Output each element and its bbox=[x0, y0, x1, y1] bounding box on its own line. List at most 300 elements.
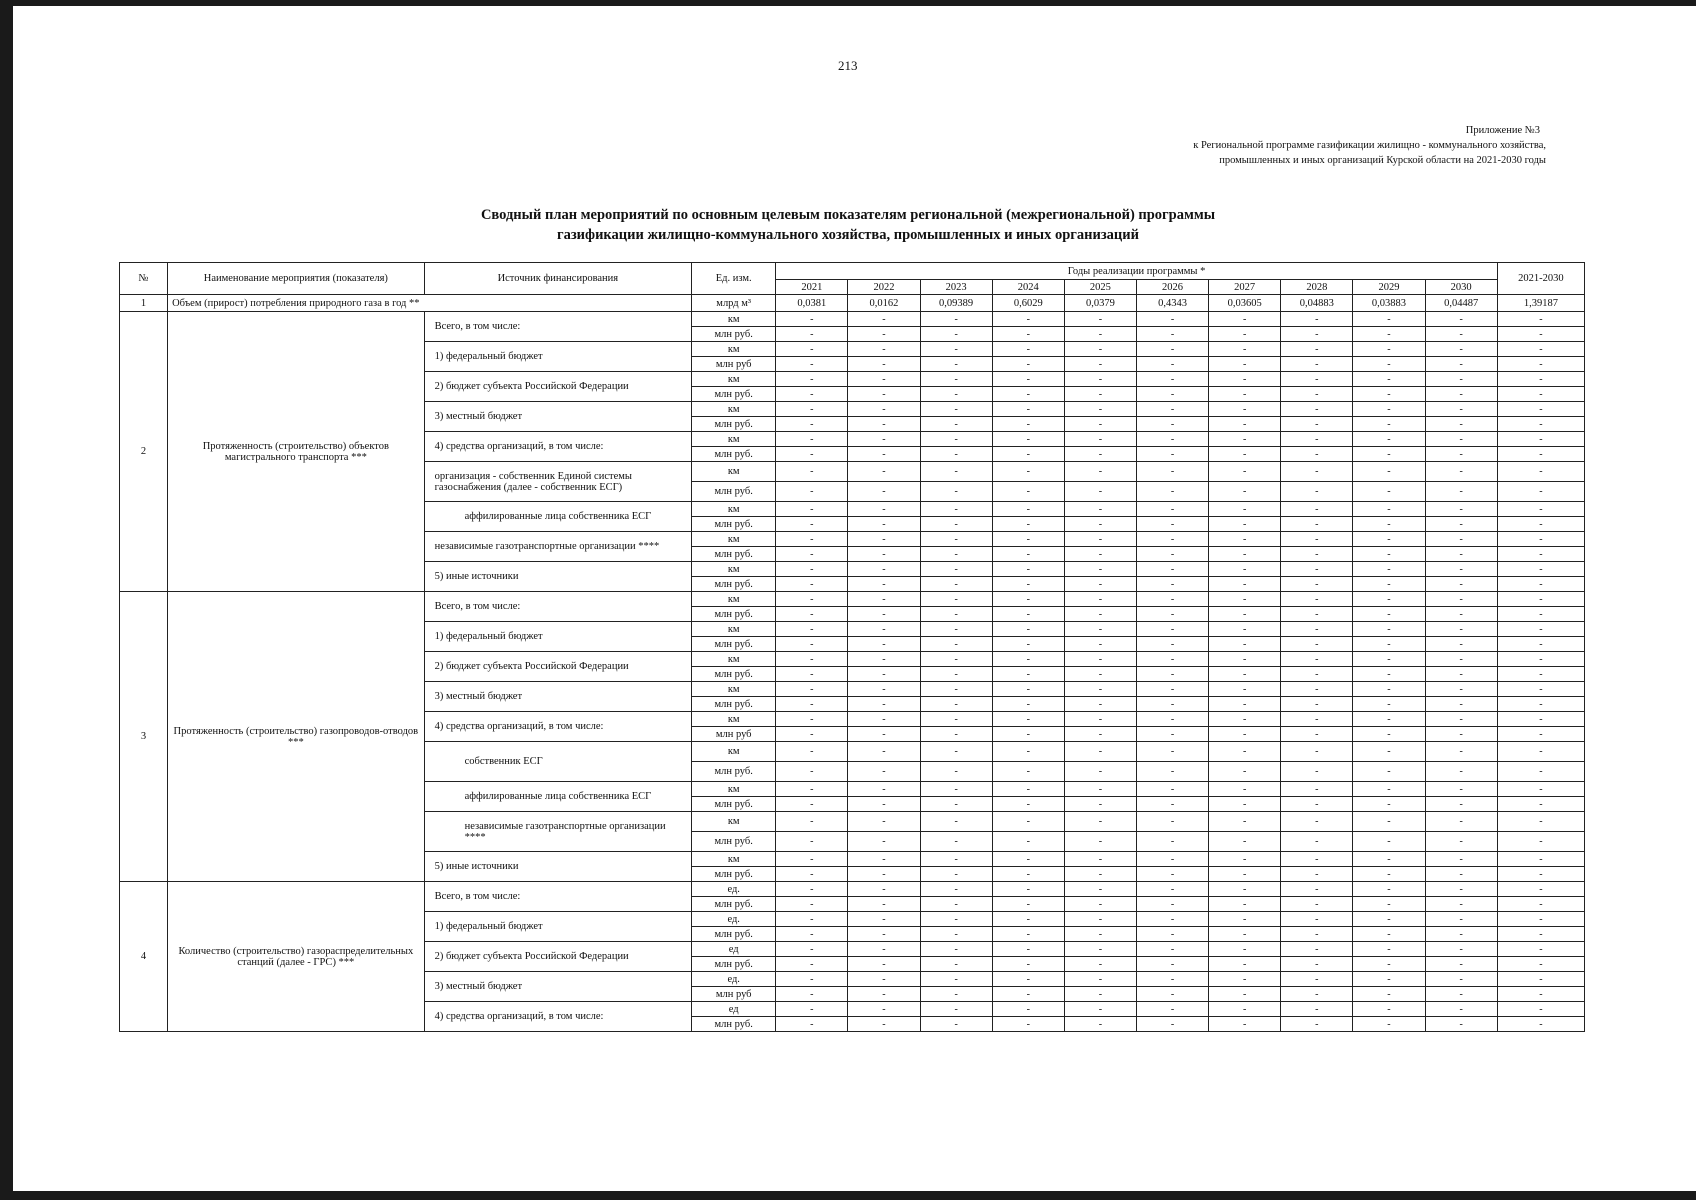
year-value: - bbox=[848, 652, 920, 667]
year-value: - bbox=[1425, 957, 1497, 972]
year-value: - bbox=[776, 957, 848, 972]
year-value: - bbox=[1353, 517, 1425, 532]
total-value: - bbox=[1497, 782, 1584, 797]
year-value: - bbox=[1353, 547, 1425, 562]
funding-source: 3) местный бюджет bbox=[424, 682, 692, 712]
year-value: - bbox=[920, 927, 992, 942]
year-value: - bbox=[776, 742, 848, 762]
header-year: 2026 bbox=[1136, 280, 1208, 295]
year-value: - bbox=[1353, 682, 1425, 697]
header-year: 2027 bbox=[1209, 280, 1281, 295]
year-value: - bbox=[776, 532, 848, 547]
year-value: - bbox=[1064, 957, 1136, 972]
year-value: - bbox=[848, 682, 920, 697]
year-value: - bbox=[1064, 562, 1136, 577]
total-value: - bbox=[1497, 987, 1584, 1002]
year-value: - bbox=[1064, 637, 1136, 652]
year-value: - bbox=[1064, 447, 1136, 462]
year-value: - bbox=[1136, 972, 1208, 987]
year-value: - bbox=[848, 462, 920, 482]
year-value: - bbox=[1353, 372, 1425, 387]
year-value: - bbox=[1209, 697, 1281, 712]
year-value: - bbox=[1281, 637, 1353, 652]
year-value: - bbox=[992, 402, 1064, 417]
year-value: - bbox=[920, 667, 992, 682]
unit-cell: млн руб. bbox=[692, 327, 776, 342]
total-value: - bbox=[1497, 682, 1584, 697]
year-value: - bbox=[1136, 727, 1208, 742]
year-value: - bbox=[1209, 327, 1281, 342]
total-value: - bbox=[1497, 762, 1584, 782]
year-value: - bbox=[1425, 502, 1497, 517]
year-value: - bbox=[1209, 502, 1281, 517]
section-name: Количество (строительство) газораспределительных станций (далее - ГРС) *** bbox=[168, 882, 425, 1032]
year-value: - bbox=[1064, 1002, 1136, 1017]
unit-cell: млн руб. bbox=[692, 957, 776, 972]
funding-source: Всего, в том числе: bbox=[424, 882, 692, 912]
year-value: - bbox=[776, 942, 848, 957]
year-value: - bbox=[776, 482, 848, 502]
year-value: - bbox=[848, 447, 920, 462]
year-value: - bbox=[776, 797, 848, 812]
year-value: - bbox=[1281, 972, 1353, 987]
total-value: - bbox=[1497, 667, 1584, 682]
total-value: - bbox=[1497, 402, 1584, 417]
year-value: - bbox=[848, 547, 920, 562]
unit-cell: млн руб. bbox=[692, 927, 776, 942]
year-value: - bbox=[992, 957, 1064, 972]
funding-source: 2) бюджет субъекта Российской Федерации bbox=[424, 372, 692, 402]
unit-cell: млн руб. bbox=[692, 417, 776, 432]
row1-value: 0,4343 bbox=[1136, 295, 1208, 312]
year-value: - bbox=[776, 812, 848, 832]
year-value: - bbox=[920, 852, 992, 867]
year-value: - bbox=[1209, 742, 1281, 762]
funding-source: Всего, в том числе: bbox=[424, 312, 692, 342]
year-value: - bbox=[1209, 867, 1281, 882]
year-value: - bbox=[1064, 852, 1136, 867]
year-value: - bbox=[848, 312, 920, 327]
year-value: - bbox=[1136, 897, 1208, 912]
year-value: - bbox=[1064, 312, 1136, 327]
year-value: - bbox=[848, 912, 920, 927]
year-value: - bbox=[1209, 312, 1281, 327]
year-value: - bbox=[1353, 357, 1425, 372]
year-value: - bbox=[1281, 782, 1353, 797]
year-value: - bbox=[1064, 502, 1136, 517]
year-value: - bbox=[1353, 667, 1425, 682]
year-value: - bbox=[992, 342, 1064, 357]
header-year: 2024 bbox=[992, 280, 1064, 295]
year-value: - bbox=[1209, 762, 1281, 782]
year-value: - bbox=[1281, 727, 1353, 742]
row1-name: Объем (прирост) потребления природного газа в год ** bbox=[168, 295, 692, 312]
year-value: - bbox=[848, 327, 920, 342]
year-value: - bbox=[1209, 927, 1281, 942]
year-value: - bbox=[920, 547, 992, 562]
year-value: - bbox=[1136, 867, 1208, 882]
year-value: - bbox=[776, 562, 848, 577]
year-value: - bbox=[1209, 852, 1281, 867]
funding-source: аффилированные лица собственника ЕСГ bbox=[424, 502, 692, 532]
year-value: - bbox=[1209, 1002, 1281, 1017]
appendix-line-3: промышленных и иных организаций Курской области на 2021-2030 годы bbox=[1219, 155, 1546, 166]
section-name: Протяженность (строительство) газопроводов-отводов *** bbox=[168, 592, 425, 882]
year-value: - bbox=[776, 782, 848, 797]
total-value: - bbox=[1497, 942, 1584, 957]
year-value: - bbox=[776, 682, 848, 697]
year-value: - bbox=[1064, 897, 1136, 912]
total-value: - bbox=[1497, 1017, 1584, 1032]
year-value: - bbox=[1136, 667, 1208, 682]
funding-source: Всего, в том числе: bbox=[424, 592, 692, 622]
year-value: - bbox=[776, 372, 848, 387]
year-value: - bbox=[1425, 912, 1497, 927]
year-value: - bbox=[848, 342, 920, 357]
unit-cell: км bbox=[692, 652, 776, 667]
funding-source: 3) местный бюджет bbox=[424, 972, 692, 1002]
year-value: - bbox=[1136, 957, 1208, 972]
year-value: - bbox=[992, 852, 1064, 867]
year-value: - bbox=[920, 762, 992, 782]
year-value: - bbox=[848, 712, 920, 727]
year-value: - bbox=[1353, 652, 1425, 667]
year-value: - bbox=[1353, 312, 1425, 327]
appendix-line-2: к Региональной программе газификации жилищно - коммунального хозяйства, bbox=[1193, 140, 1546, 151]
year-value: - bbox=[1064, 432, 1136, 447]
year-value: - bbox=[1425, 547, 1497, 562]
header-num: № bbox=[120, 263, 168, 295]
scan-border-left bbox=[0, 0, 13, 1200]
year-value: - bbox=[1064, 987, 1136, 1002]
unit-cell: км bbox=[692, 432, 776, 447]
year-value: - bbox=[992, 502, 1064, 517]
year-value: - bbox=[1136, 852, 1208, 867]
total-value: - bbox=[1497, 697, 1584, 712]
year-value: - bbox=[992, 882, 1064, 897]
year-value: - bbox=[776, 502, 848, 517]
year-value: - bbox=[1136, 697, 1208, 712]
row1-total: 1,39187 bbox=[1497, 295, 1584, 312]
year-value: - bbox=[1353, 562, 1425, 577]
unit-cell: км bbox=[692, 712, 776, 727]
year-value: - bbox=[920, 987, 992, 1002]
year-value: - bbox=[1209, 417, 1281, 432]
year-value: - bbox=[920, 1017, 992, 1032]
title-line-2: газификации жилищно-коммунального хозяйства, промышленных и иных организаций bbox=[557, 227, 1139, 243]
year-value: - bbox=[848, 852, 920, 867]
year-value: - bbox=[920, 882, 992, 897]
row1-unit: млрд м³ bbox=[692, 295, 776, 312]
year-value: - bbox=[1281, 652, 1353, 667]
year-value: - bbox=[992, 897, 1064, 912]
funding-source: 5) иные источники bbox=[424, 852, 692, 882]
unit-cell: млн руб. bbox=[692, 897, 776, 912]
summary-plan-table bbox=[119, 262, 1585, 1032]
year-value: - bbox=[1353, 592, 1425, 607]
year-value: - bbox=[992, 712, 1064, 727]
year-value: - bbox=[1281, 417, 1353, 432]
year-value: - bbox=[1425, 832, 1497, 852]
year-value: - bbox=[848, 1002, 920, 1017]
year-value: - bbox=[776, 712, 848, 727]
section-num: 4 bbox=[120, 882, 168, 1032]
year-value: - bbox=[1353, 972, 1425, 987]
year-value: - bbox=[920, 742, 992, 762]
year-value: - bbox=[1281, 942, 1353, 957]
year-value: - bbox=[1209, 387, 1281, 402]
year-value: - bbox=[992, 742, 1064, 762]
header-year: 2022 bbox=[848, 280, 920, 295]
year-value: - bbox=[848, 402, 920, 417]
year-value: - bbox=[992, 327, 1064, 342]
unit-cell: млн руб. bbox=[692, 517, 776, 532]
total-value: - bbox=[1497, 727, 1584, 742]
row1-value: 0,03605 bbox=[1209, 295, 1281, 312]
year-value: - bbox=[1353, 532, 1425, 547]
year-value: - bbox=[920, 312, 992, 327]
year-value: - bbox=[1353, 882, 1425, 897]
year-value: - bbox=[920, 897, 992, 912]
year-value: - bbox=[1353, 342, 1425, 357]
unit-cell: млн руб. bbox=[692, 762, 776, 782]
year-value: - bbox=[776, 357, 848, 372]
title-line-1: Сводный план мероприятий по основным целевым показателям региональной (межрегиональной) программы bbox=[480, 207, 1216, 223]
unit-cell: млн руб. bbox=[692, 607, 776, 622]
year-value: - bbox=[1136, 927, 1208, 942]
year-value: - bbox=[992, 697, 1064, 712]
year-value: - bbox=[920, 562, 992, 577]
year-value: - bbox=[1209, 402, 1281, 417]
year-value: - bbox=[1209, 342, 1281, 357]
year-value: - bbox=[776, 987, 848, 1002]
year-value: - bbox=[920, 432, 992, 447]
year-value: - bbox=[992, 577, 1064, 592]
funding-source: 4) средства организаций, в том числе: bbox=[424, 432, 692, 462]
total-value: - bbox=[1497, 852, 1584, 867]
year-value: - bbox=[920, 622, 992, 637]
row1-value: 0,04883 bbox=[1281, 295, 1353, 312]
year-value: - bbox=[1353, 607, 1425, 622]
header-total: 2021-2030 bbox=[1497, 263, 1584, 295]
year-value: - bbox=[776, 402, 848, 417]
year-value: - bbox=[1353, 1002, 1425, 1017]
year-value: - bbox=[848, 622, 920, 637]
year-value: - bbox=[1425, 482, 1497, 502]
year-value: - bbox=[992, 357, 1064, 372]
funding-source: 2) бюджет субъекта Российской Федерации bbox=[424, 652, 692, 682]
year-value: - bbox=[1209, 797, 1281, 812]
year-value: - bbox=[992, 652, 1064, 667]
year-value: - bbox=[1209, 832, 1281, 852]
year-value: - bbox=[1136, 402, 1208, 417]
year-value: - bbox=[920, 462, 992, 482]
year-value: - bbox=[1064, 797, 1136, 812]
year-value: - bbox=[1064, 682, 1136, 697]
table-row bbox=[120, 312, 1585, 327]
year-value: - bbox=[1209, 432, 1281, 447]
scan-border-top bbox=[0, 0, 1696, 6]
year-value: - bbox=[776, 547, 848, 562]
year-value: - bbox=[1353, 987, 1425, 1002]
year-value: - bbox=[1353, 782, 1425, 797]
total-value: - bbox=[1497, 357, 1584, 372]
total-value: - bbox=[1497, 372, 1584, 387]
funding-source: независимые газотранспортные организации **** bbox=[424, 812, 692, 852]
year-value: - bbox=[848, 562, 920, 577]
year-value: - bbox=[1425, 987, 1497, 1002]
year-value: - bbox=[1064, 742, 1136, 762]
row1-value: 0,09389 bbox=[920, 295, 992, 312]
year-value: - bbox=[1209, 372, 1281, 387]
year-value: - bbox=[1425, 607, 1497, 622]
funding-source: 4) средства организаций, в том числе: bbox=[424, 712, 692, 742]
year-value: - bbox=[1425, 972, 1497, 987]
year-value: - bbox=[848, 957, 920, 972]
year-value: - bbox=[848, 637, 920, 652]
year-value: - bbox=[1209, 682, 1281, 697]
year-value: - bbox=[1136, 562, 1208, 577]
year-value: - bbox=[1353, 637, 1425, 652]
year-value: - bbox=[1281, 402, 1353, 417]
year-value: - bbox=[1136, 357, 1208, 372]
document-title bbox=[300, 205, 1396, 245]
year-value: - bbox=[776, 312, 848, 327]
year-value: - bbox=[1209, 897, 1281, 912]
year-value: - bbox=[1281, 797, 1353, 812]
row1-num: 1 bbox=[120, 295, 168, 312]
year-value: - bbox=[920, 387, 992, 402]
total-value: - bbox=[1497, 897, 1584, 912]
header-source: Источник финансирования bbox=[424, 263, 692, 295]
year-value: - bbox=[1136, 812, 1208, 832]
year-value: - bbox=[920, 372, 992, 387]
year-value: - bbox=[1281, 547, 1353, 562]
year-value: - bbox=[920, 327, 992, 342]
year-value: - bbox=[1064, 357, 1136, 372]
appendix-header bbox=[1193, 123, 1546, 168]
year-value: - bbox=[992, 727, 1064, 742]
year-value: - bbox=[1425, 927, 1497, 942]
year-value: - bbox=[1425, 797, 1497, 812]
unit-cell: млн руб. bbox=[692, 447, 776, 462]
section-num: 3 bbox=[120, 592, 168, 882]
total-value: - bbox=[1497, 517, 1584, 532]
year-value: - bbox=[1209, 577, 1281, 592]
year-value: - bbox=[848, 762, 920, 782]
year-value: - bbox=[1064, 387, 1136, 402]
year-value: - bbox=[1353, 712, 1425, 727]
year-value: - bbox=[1064, 577, 1136, 592]
total-value: - bbox=[1497, 622, 1584, 637]
year-value: - bbox=[1136, 882, 1208, 897]
year-value: - bbox=[992, 447, 1064, 462]
year-value: - bbox=[1064, 782, 1136, 797]
year-value: - bbox=[992, 517, 1064, 532]
year-value: - bbox=[848, 942, 920, 957]
year-value: - bbox=[920, 447, 992, 462]
unit-cell: км bbox=[692, 592, 776, 607]
year-value: - bbox=[1209, 592, 1281, 607]
year-value: - bbox=[1064, 547, 1136, 562]
year-value: - bbox=[776, 1017, 848, 1032]
funding-source: 1) федеральный бюджет bbox=[424, 912, 692, 942]
year-value: - bbox=[848, 782, 920, 797]
year-value: - bbox=[1064, 912, 1136, 927]
year-value: - bbox=[1425, 327, 1497, 342]
year-value: - bbox=[1281, 372, 1353, 387]
unit-cell: км bbox=[692, 312, 776, 327]
year-value: - bbox=[1281, 867, 1353, 882]
header-year: 2025 bbox=[1064, 280, 1136, 295]
year-value: - bbox=[1281, 502, 1353, 517]
year-value: - bbox=[1425, 812, 1497, 832]
year-value: - bbox=[776, 852, 848, 867]
year-value: - bbox=[776, 462, 848, 482]
unit-cell: км bbox=[692, 782, 776, 797]
year-value: - bbox=[1209, 912, 1281, 927]
unit-cell: млн руб. bbox=[692, 547, 776, 562]
unit-cell: км bbox=[692, 342, 776, 357]
total-value: - bbox=[1497, 532, 1584, 547]
year-value: - bbox=[1425, 727, 1497, 742]
year-value: - bbox=[992, 1017, 1064, 1032]
year-value: - bbox=[1064, 607, 1136, 622]
year-value: - bbox=[1425, 742, 1497, 762]
year-value: - bbox=[1353, 482, 1425, 502]
year-value: - bbox=[848, 897, 920, 912]
year-value: - bbox=[1281, 682, 1353, 697]
year-value: - bbox=[920, 637, 992, 652]
total-value: - bbox=[1497, 867, 1584, 882]
total-value: - bbox=[1497, 447, 1584, 462]
year-value: - bbox=[920, 957, 992, 972]
year-value: - bbox=[1281, 357, 1353, 372]
year-value: - bbox=[920, 607, 992, 622]
year-value: - bbox=[1281, 592, 1353, 607]
unit-cell: км bbox=[692, 812, 776, 832]
year-value: - bbox=[1064, 1017, 1136, 1032]
year-value: - bbox=[992, 812, 1064, 832]
year-value: - bbox=[992, 462, 1064, 482]
year-value: - bbox=[1281, 912, 1353, 927]
year-value: - bbox=[848, 972, 920, 987]
year-value: - bbox=[1353, 622, 1425, 637]
year-value: - bbox=[1064, 762, 1136, 782]
year-value: - bbox=[1281, 517, 1353, 532]
year-value: - bbox=[1425, 447, 1497, 462]
year-value: - bbox=[992, 622, 1064, 637]
year-value: - bbox=[920, 342, 992, 357]
year-value: - bbox=[1281, 897, 1353, 912]
year-value: - bbox=[1353, 697, 1425, 712]
year-value: - bbox=[920, 532, 992, 547]
year-value: - bbox=[848, 832, 920, 852]
header-year: 2028 bbox=[1281, 280, 1353, 295]
year-value: - bbox=[776, 912, 848, 927]
year-value: - bbox=[848, 1017, 920, 1032]
year-value: - bbox=[1281, 742, 1353, 762]
year-value: - bbox=[1136, 622, 1208, 637]
year-value: - bbox=[1425, 312, 1497, 327]
year-value: - bbox=[1064, 942, 1136, 957]
year-value: - bbox=[1281, 327, 1353, 342]
year-value: - bbox=[1425, 532, 1497, 547]
total-value: - bbox=[1497, 742, 1584, 762]
year-value: - bbox=[992, 1002, 1064, 1017]
year-value: - bbox=[848, 927, 920, 942]
year-value: - bbox=[1136, 547, 1208, 562]
